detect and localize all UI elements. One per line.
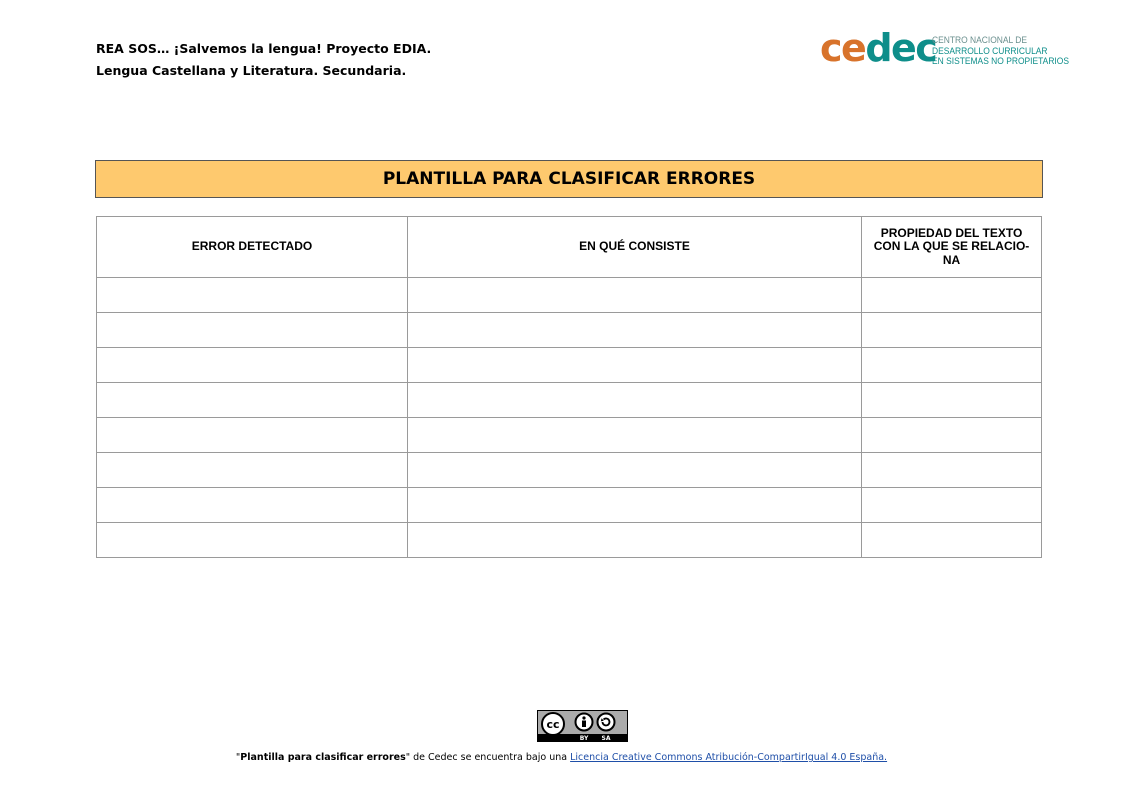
error-cell[interactable] [97,313,408,348]
sa-icon [598,714,615,731]
table-row [97,418,1042,453]
table-body [97,278,1042,558]
cedec-logo-word: cedec [820,26,937,70]
text-property-cell[interactable] [862,313,1042,348]
page-title: PLANTILLA PARA CLASIFICAR ERRORES [95,160,1043,198]
description-cell[interactable] [408,488,862,523]
column-header-text-property: PROPIEDAD DEL TEXTO CON LA QUE SE RELACIO-NA [862,217,1042,278]
header-subject-line: Lengua Castellana y Literatura. Secundaria. [96,63,407,78]
description-cell[interactable] [408,313,862,348]
error-cell[interactable] [97,348,408,383]
license-link[interactable]: Licencia Creative Commons Atribución-CompartirIgual 4.0 España. [570,752,888,763]
text-property-cell[interactable] [862,278,1042,313]
error-cell[interactable] [97,278,408,313]
text-property-cell[interactable] [862,348,1042,383]
table-row [97,523,1042,558]
error-cell[interactable] [97,488,408,523]
table-header-row [97,217,1042,278]
text-property-cell[interactable] [862,523,1042,558]
work-title: Plantilla para clasificar errores [240,752,406,763]
header-project-line: REA SOS… ¡Salvemos la lengua! Proyecto EDIA. [96,41,432,56]
description-cell[interactable] [408,453,862,488]
table-row [97,348,1042,383]
table-row [97,313,1042,348]
description-cell[interactable] [408,383,862,418]
text-property-cell[interactable] [862,488,1042,523]
error-cell[interactable] [97,418,408,453]
by-label: BY [579,735,589,742]
error-cell[interactable] [97,383,408,418]
error-cell[interactable] [97,453,408,488]
cc-by-sa-badge[interactable] [537,710,628,742]
table-row [97,278,1042,313]
license-middle-text: de Cedec se encuentra bajo una [410,752,571,763]
cedec-logo-subtitle: CENTRO NACIONAL DE DESARROLLO CURRICULAR EN SISTEMAS NO PROPIETARIOS [932,35,1069,66]
cc-icon: cc [546,718,560,731]
error-classification-table [96,216,1042,558]
error-cell[interactable] [97,523,408,558]
text-property-cell[interactable] [862,383,1042,418]
description-cell[interactable] [408,418,862,453]
cedec-logo [820,26,1069,72]
document-header [96,38,431,82]
table-row [97,488,1042,523]
description-cell[interactable] [408,523,862,558]
column-header-error: ERROR DETECTADO [97,217,408,278]
table-row [97,453,1042,488]
table-row [97,383,1042,418]
column-header-description: EN QUÉ CONSISTE [408,217,862,278]
license-notice: "Plantilla para clasificar errores" de Cedec se encuentra bajo una Licencia Creative Commons Atribución-CompartirIgual 4.0 España. [235,752,888,763]
sa-label: SA [601,735,611,742]
text-property-cell[interactable] [862,418,1042,453]
text-property-cell[interactable] [862,453,1042,488]
description-cell[interactable] [408,278,862,313]
description-cell[interactable] [408,348,862,383]
